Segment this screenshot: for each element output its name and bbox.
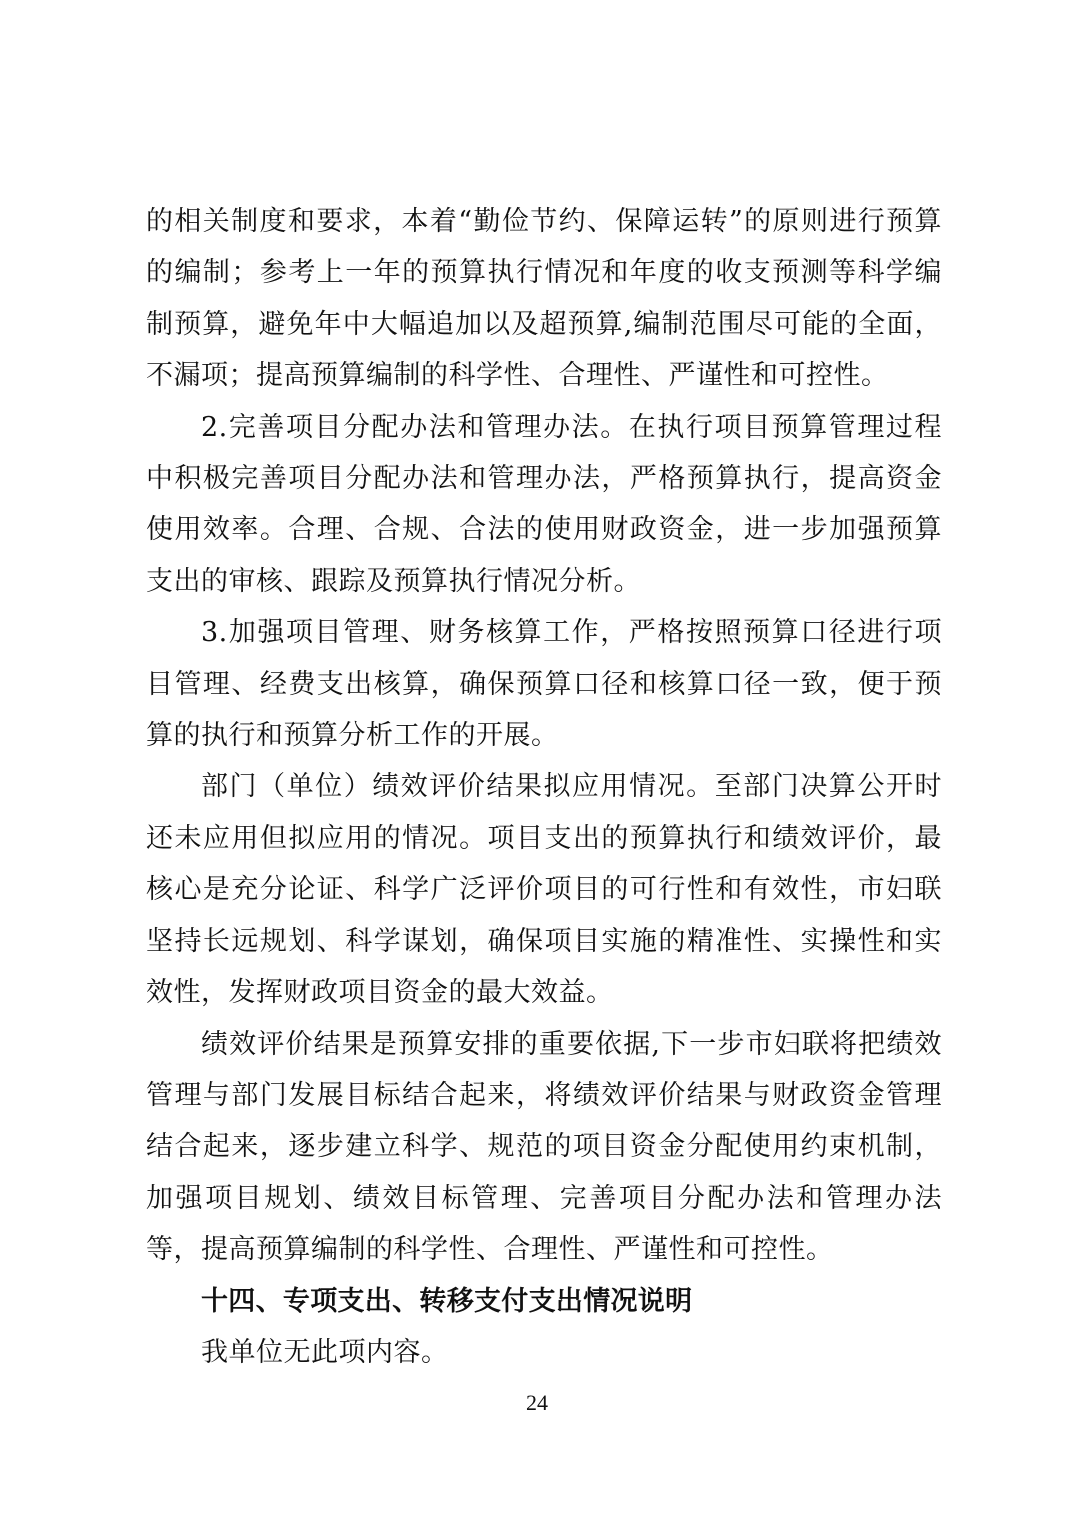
page-number: 24: [526, 1390, 548, 1415]
section-heading: 十四、专项支出、转移支付支出情况说明: [201, 1285, 693, 1317]
paragraph-no-content: 我单位无此项内容。: [201, 1336, 449, 1368]
paragraph-improve-allocation: 2.完善项目分配办法和管理办法。在执行项目预算管理过程中积极完善项目分配办法和管理办法，严格预算执行，提高资金使用效率。合理、合规、合法的使用财政资金，进一步加强预算支出的审核、跟踪及预算执行情况分析。: [146, 411, 942, 597]
paragraph-evaluation-basis: 绩效评价结果是预算安排的重要依据,下一步市妇联将把绩效管理与部门发展目标结合起来，将绩效评价结果与财政资金管理结合起来，逐步建立科学、规范的项目资金分配使用约束机制，加强项目规划、绩效目标管理、完善项目分配办法和管理办法等，提高预算编制的科学性、合理性、严谨性和可控性。: [146, 1028, 942, 1266]
body-text: [146, 196, 942, 1378]
paragraph-continuation: 的相关制度和要求，本着“勤俭节约、保障运转”的原则进行预算的编制；参考上一年的预算执行情况和年度的收支预测等科学编制预算，避免年中大幅追加以及超预算,编制范围尽可能的全面，不漏项；提高预算编制的科学性、合理性、严谨性和可控性。: [146, 206, 942, 392]
paragraph-evaluation-application: 部门（单位）绩效评价结果拟应用情况。至部门决算公开时还未应用但拟应用的情况。项目支出的预算执行和绩效评价，最核心是充分论证、科学广泛评价项目的可行性和有效性，市妇联坚持长远规划、科学谋划，确保项目实施的精准性、实操性和实效性，发挥财政项目资金的最大效益。: [146, 771, 942, 1009]
paragraph-strengthen-management: 3.加强项目管理、财务核算工作，严格按照预算口径进行项目管理、经费支出核算，确保预算口径和核算口径一致，便于预算的执行和预算分析工作的开展。: [146, 617, 942, 752]
